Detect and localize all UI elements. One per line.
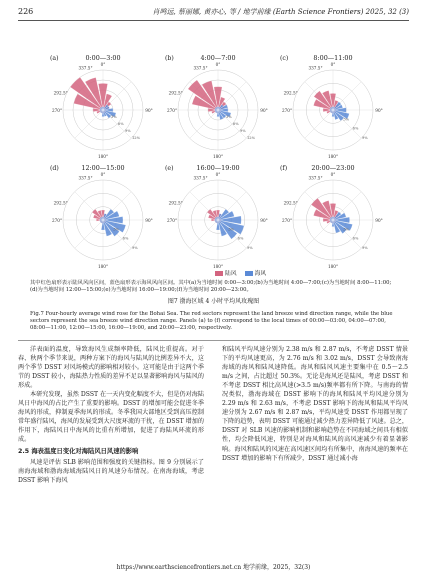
page-footer: https://www.earthsciencefrontiers.net.cn 地学前缘，2025，32(3) <box>116 564 311 571</box>
wind-rose-4 <box>165 164 268 269</box>
direction-label: 292.5° <box>168 90 183 96</box>
figure-caption-en: Fig.7 Four-hourly average wind rose for the Bohai Sea. The red sectors represent the land breeze wind direction range, while the blue sectors represent the sea breeze wind direction range. Panels (a) to (f) correspond to the local times of 00:00—03:00, 04:00—07:00, 08:00—11:00, 12:00—15:00, 16:00—19:00, and 20:00—23:00, respectively. <box>30 311 393 332</box>
ring-label: 3% <box>228 227 235 232</box>
spoke <box>190 220 218 248</box>
direction-label: 90° <box>145 108 153 113</box>
wind-rose-3 <box>50 164 153 269</box>
ring-label: 9% <box>132 246 138 250</box>
panel-label: (a) <box>50 55 59 62</box>
ring-label: 6% <box>352 236 359 241</box>
panel-label: (c) <box>280 55 289 62</box>
wind-rose-1 <box>165 54 268 159</box>
direction-label: 0° <box>100 62 106 67</box>
direction-label: 337.5° <box>308 65 323 71</box>
ring-label: 3% <box>111 115 117 119</box>
ring-label: 12% <box>247 136 255 140</box>
direction-label: 270° <box>166 218 178 223</box>
direction-label: 270° <box>281 218 293 223</box>
direction-label: 90° <box>145 218 153 223</box>
direction-label: 90° <box>375 218 383 223</box>
legend-land <box>215 268 237 277</box>
ring-label: 9% <box>125 129 131 133</box>
direction-label: 292.5° <box>53 200 68 206</box>
ring-label: 6% <box>118 122 124 126</box>
ring-label: 9% <box>362 136 368 140</box>
panel-label: (f) <box>280 165 288 172</box>
figure-legend <box>215 268 266 277</box>
legend-sea-swatch <box>245 271 253 276</box>
direction-label: 180° <box>212 264 224 269</box>
direction-label: 90° <box>260 108 268 113</box>
direction-label: 0° <box>330 62 336 67</box>
figure-caption-cn: 其中红色扇形表示陆风风向区间，蓝色扇形表示海风风向区间。其中(a)为当地时间 0:00—3:00;(b)为当地时间 4:00—7:00;(c)为当地时间 8:00—11:00;(d)为当地时间 12:00—15:00;(e)为当地时间 16:00—19:00;(f)为当地时间 20:00—23:00。 <box>30 280 392 294</box>
section-title: 2.5 海表温度日变化对海陆风日风速的影响 <box>18 447 139 455</box>
panel-time: 16:00—19:00 <box>196 164 240 172</box>
spoke <box>75 220 103 248</box>
spoke <box>305 220 333 248</box>
direction-label: 90° <box>260 218 268 223</box>
ring-label: 3% <box>343 117 350 122</box>
paragraph: 本研究发现，虽然 DSST 在一天内变化幅度不大，但是仍对海陆风日中海风的占比产生了重要的影响。DSST 的增加可能会促进冬季海风的形成，抑制夏季海风的形成。冬季我国大部地区受到高压控制常年盛行陆风，海风的发展受到大尺度环流的干扰，在 DSST 增加的作用下，海陆风日中海风的比重有所增加，促进了海陆风环流的形成。 <box>18 391 204 444</box>
ring-label: 6% <box>122 236 129 241</box>
direction-label: 180° <box>97 264 109 269</box>
direction-label: 337.5° <box>78 175 93 181</box>
legend-land-label: 陆风 <box>225 271 237 277</box>
spoke <box>75 110 103 138</box>
direction-label: 180° <box>212 154 224 159</box>
wind-rose-figure <box>48 52 388 302</box>
spoke <box>190 110 218 138</box>
ring-label: 12% <box>132 136 140 140</box>
direction-label: 0° <box>330 172 336 177</box>
direction-label: 292.5° <box>53 90 68 96</box>
panel-time: 20:00—23:00 <box>311 164 355 172</box>
body-right-column <box>222 345 408 463</box>
journal-citation: 肖鸣远, 蔡丽娜, 黄亦心, 等 / 地学前缘 (Earth Science Frontiers) 2025, 32 (3) <box>152 8 409 16</box>
panel-time: 0:00—3:00 <box>85 54 121 62</box>
body-left-column <box>18 345 204 485</box>
panel-time: 4:00—7:00 <box>200 54 236 62</box>
ring-label: 6% <box>352 126 359 131</box>
direction-label: 270° <box>51 218 63 223</box>
running-header <box>18 6 409 21</box>
ring-label: 9% <box>247 246 253 250</box>
ring-label: 6% <box>237 236 244 241</box>
panel-label: (d) <box>50 165 59 172</box>
direction-label: 270° <box>166 108 178 113</box>
direction-label: 337.5° <box>78 65 93 71</box>
direction-label: 270° <box>281 108 293 113</box>
figure-title-cn: 图7 渤海区域 4 小时平均风玫瑰图 <box>167 298 260 305</box>
legend-sea-label: 海风 <box>254 271 267 277</box>
ring-label: 9% <box>362 246 368 250</box>
direction-label: 337.5° <box>193 175 208 181</box>
paragraph: 洋表面的温度，导致海风生成频率降低，陆风比重提高。对于春、秋两个季节来说，两种方案下的海风与陆风的比例差异不大，这两个季节 DSST 对风场模式的影响相对较小。这可能是由于这两个季节的 DSST 较小，海陆热力性质的差异不足以显著影响海风与陆风的形成。 <box>18 346 204 390</box>
direction-label: 270° <box>51 108 63 113</box>
legend-land-swatch <box>215 271 223 276</box>
ring-label: 3% <box>226 115 232 119</box>
paragraph: 风速是评估 SLB 影响范围和强度的关键指标。图 9 分别展示了南海海域和渤海海域海陆风日的风速分布情况。在南海海域，考虑 DSST 影响下海风 <box>18 458 204 484</box>
direction-label: 180° <box>327 154 339 159</box>
wind-rose-2 <box>280 54 383 159</box>
paragraph: 和陆风平均风速分别为 2.38 m/s 和 2.87 m/s，不考虑 DSST 情景下的平均风速更高，为 2.76 m/s 和 3.02 m/s，DSST 会导致南海海域的海风和陆风速降低。海风和陆风风速主要集中在 0.5～2.5 m/s 之间，占比超过 50.3%。无论是海风还是陆风，考虑 DSST 和不考虑 DSST 相比高风速(>3.5 m/s)频率都有所下降。与南海的情况类似，渤海海域在 DSST 影响下的海风和陆风平均风速分别为 2.29 m/s 和 2.63 m/s，不考虑 DSST 影响下的海风和陆风平均风速分别为 2.67 m/s 和 2.87 m/s，平均风速受 DSST 作用都呈现了下降的趋势，表明 DSST 可能通过减少热力差异降低了风速。总之，DSST 对 SLB 风速的影响机制和影响趋势在不同海域之间具有相似性，均会降低风速，特别是对海风和陆风的高风速减少有着显著影响。海风和陆风的风速在高风速区间均有所集中，南海风速的频率在 DSST 增加的影响下有所减少，DSST 通过减小海 <box>222 346 408 462</box>
panel-time: 12:00—15:00 <box>81 164 125 172</box>
direction-label: 0° <box>215 172 221 177</box>
direction-label: 90° <box>375 108 383 113</box>
direction-label: 337.5° <box>308 175 323 181</box>
divider <box>18 340 409 341</box>
direction-label: 292.5° <box>168 200 183 206</box>
direction-label: 0° <box>215 62 221 67</box>
panel-label: (b) <box>165 55 174 62</box>
spoke <box>305 110 333 138</box>
direction-label: 292.5° <box>283 200 298 206</box>
legend-sea <box>245 268 267 277</box>
page-number: 226 <box>18 7 34 16</box>
wind-rose-5 <box>280 164 383 269</box>
direction-label: 337.5° <box>193 65 208 71</box>
ring-label: 3% <box>113 227 120 232</box>
ring-label: 6% <box>233 122 239 126</box>
ring-label: 3% <box>343 227 350 232</box>
direction-label: 0° <box>100 172 106 177</box>
direction-label: 180° <box>327 264 339 269</box>
direction-label: 292.5° <box>283 90 298 96</box>
panel-label: (e) <box>165 165 174 172</box>
direction-label: 180° <box>97 154 109 159</box>
wind-rose-0 <box>50 54 153 159</box>
ring-label: 9% <box>240 129 246 133</box>
panel-time: 8:00—11:00 <box>313 54 353 62</box>
